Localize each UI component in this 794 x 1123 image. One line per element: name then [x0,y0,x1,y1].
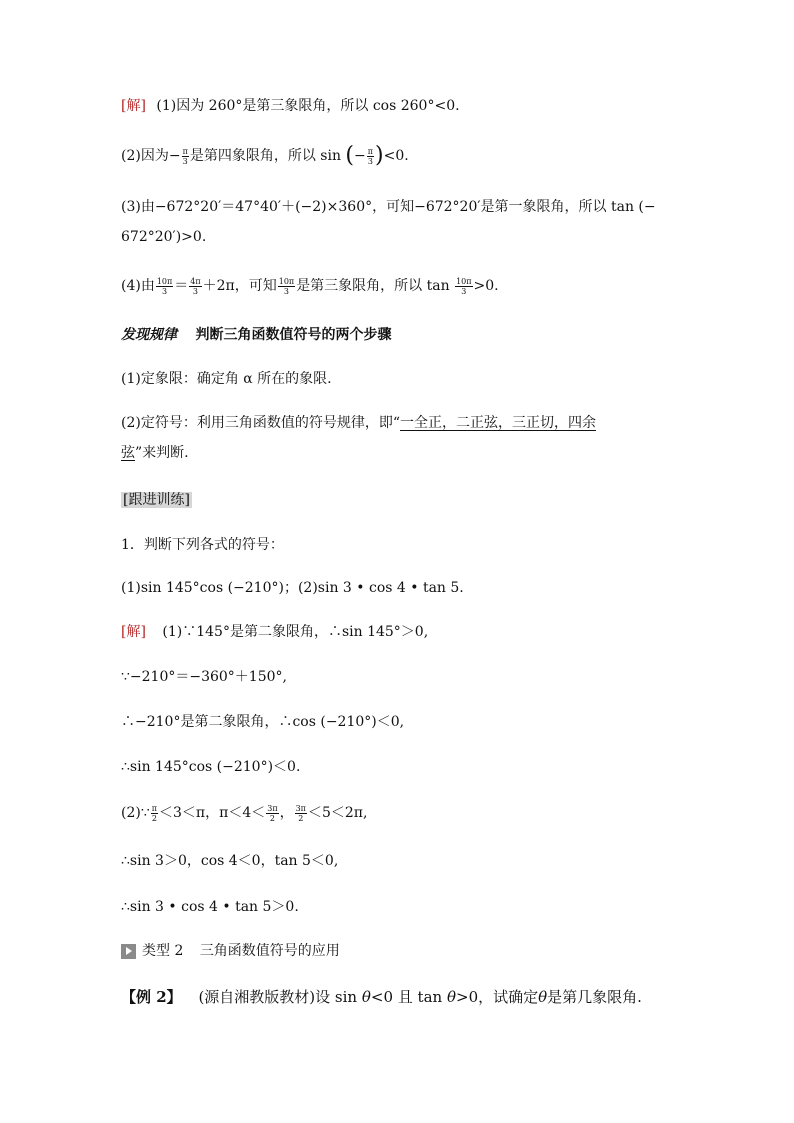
solution-2-line-4: ∴sin 145°cos (−210°)＜0. [121,759,301,775]
solution-tag: [解] [121,98,146,114]
fraction: $\frac{3\pi}{2}$ [295,803,306,823]
rule-heading [121,325,391,345]
solution-2-line-7: ∴sin 3 • cos 4 • tan 5＞0. [121,899,299,915]
rule-step-2b: 弦”来判断. [121,445,189,461]
solution-2-line-3: ∴−210°是第二象限角，∴cos (−210°)＜0, [121,714,405,730]
fraction: $\frac{4\pi}{3}$ [190,276,201,296]
fraction: $\frac{10\pi}{3}$ [278,276,295,296]
rule-subtitle: 判断三角函数值符号的两个步骤 [195,327,392,343]
fraction: $\frac{\pi}{3}$ [182,146,188,166]
practice-label: [跟进训练] [123,492,190,508]
fraction: $\frac{3\pi}{2}$ [267,803,278,823]
fraction: $\frac{10\pi}{3}$ [156,276,173,296]
play-triangle-icon [121,944,136,959]
solution-2-line-5: (2)∵ $\frac{\pi}{2}$ ＜3＜π，π＜4＜ $\frac{3\pi}{2}$ ， $\frac{3\pi}{2}$ ＜5＜2π, [121,803,368,823]
fraction: $\frac{\pi}{3}$ [367,146,374,166]
type-label: 类型 2 [142,943,184,959]
solution-1-line-3b: 672°20′)>0. [121,229,207,245]
solution-2-line-1: [解] (1)∵145°是第二象限角，∴sin 145°＞0, [121,624,429,640]
fraction: $\frac{\pi}{2}$ [151,803,158,823]
type-title: 三角函数值符号的应用 [199,943,340,959]
type-2-heading [121,941,340,961]
solution-1-line-1: [解] (1)因为 260°是第三象限角，所以 cos 260°<0. [121,98,460,114]
rule-step-2: (2)定符号：利用三角函数值的符号规律，即“一全正，二正弦，三正切，四余 [121,415,596,431]
solution-tag: [解] [121,624,146,640]
example-tag: 【例 2】 [121,988,182,1006]
practice-question: 1．判断下列各式的符号： [121,537,284,553]
example-2: 【例 2】 (源自湘教版教材)设 sin θ<0 且 tan θ>0，试确定θ是第几象限角. [121,988,642,1006]
solution-2-line-6: ∴sin 3＞0，cos 4＜0，tan 5＜0, [121,853,339,869]
rule-title: 发现规律 [121,327,177,343]
solution-1-line-3: (3)由−672°20′＝47°40′＋(−2)×360°，可知−672°20′是第一象限角，所以 tan (− [121,199,656,215]
solution-1-line-4: (4)由 $\frac{10\pi}{3}$ ＝ $\frac{4\pi}{3}$ ＋2π，可知 $\frac{10\pi}{3}$ 是第三象限角，所以 tan $\frac{10\pi}{3}$ >0. [121,276,499,296]
fraction: $\frac{10\pi}{3}$ [456,276,472,296]
solution-2-line-2: ∵−210°＝−360°＋150°, [121,669,287,685]
rule-step-1: (1)定象限：确定角 α 所在的象限. [121,371,332,387]
solution-1-line-2: (2)因为− $\frac{\pi}{3}$ 是第四象限角，所以 sin (− $\frac{\pi}{3}$ )<0. [121,143,409,168]
practice-items: (1)sin 145°cos (−210°)；(2)sin 3 • cos 4 • tan 5. [121,580,464,596]
